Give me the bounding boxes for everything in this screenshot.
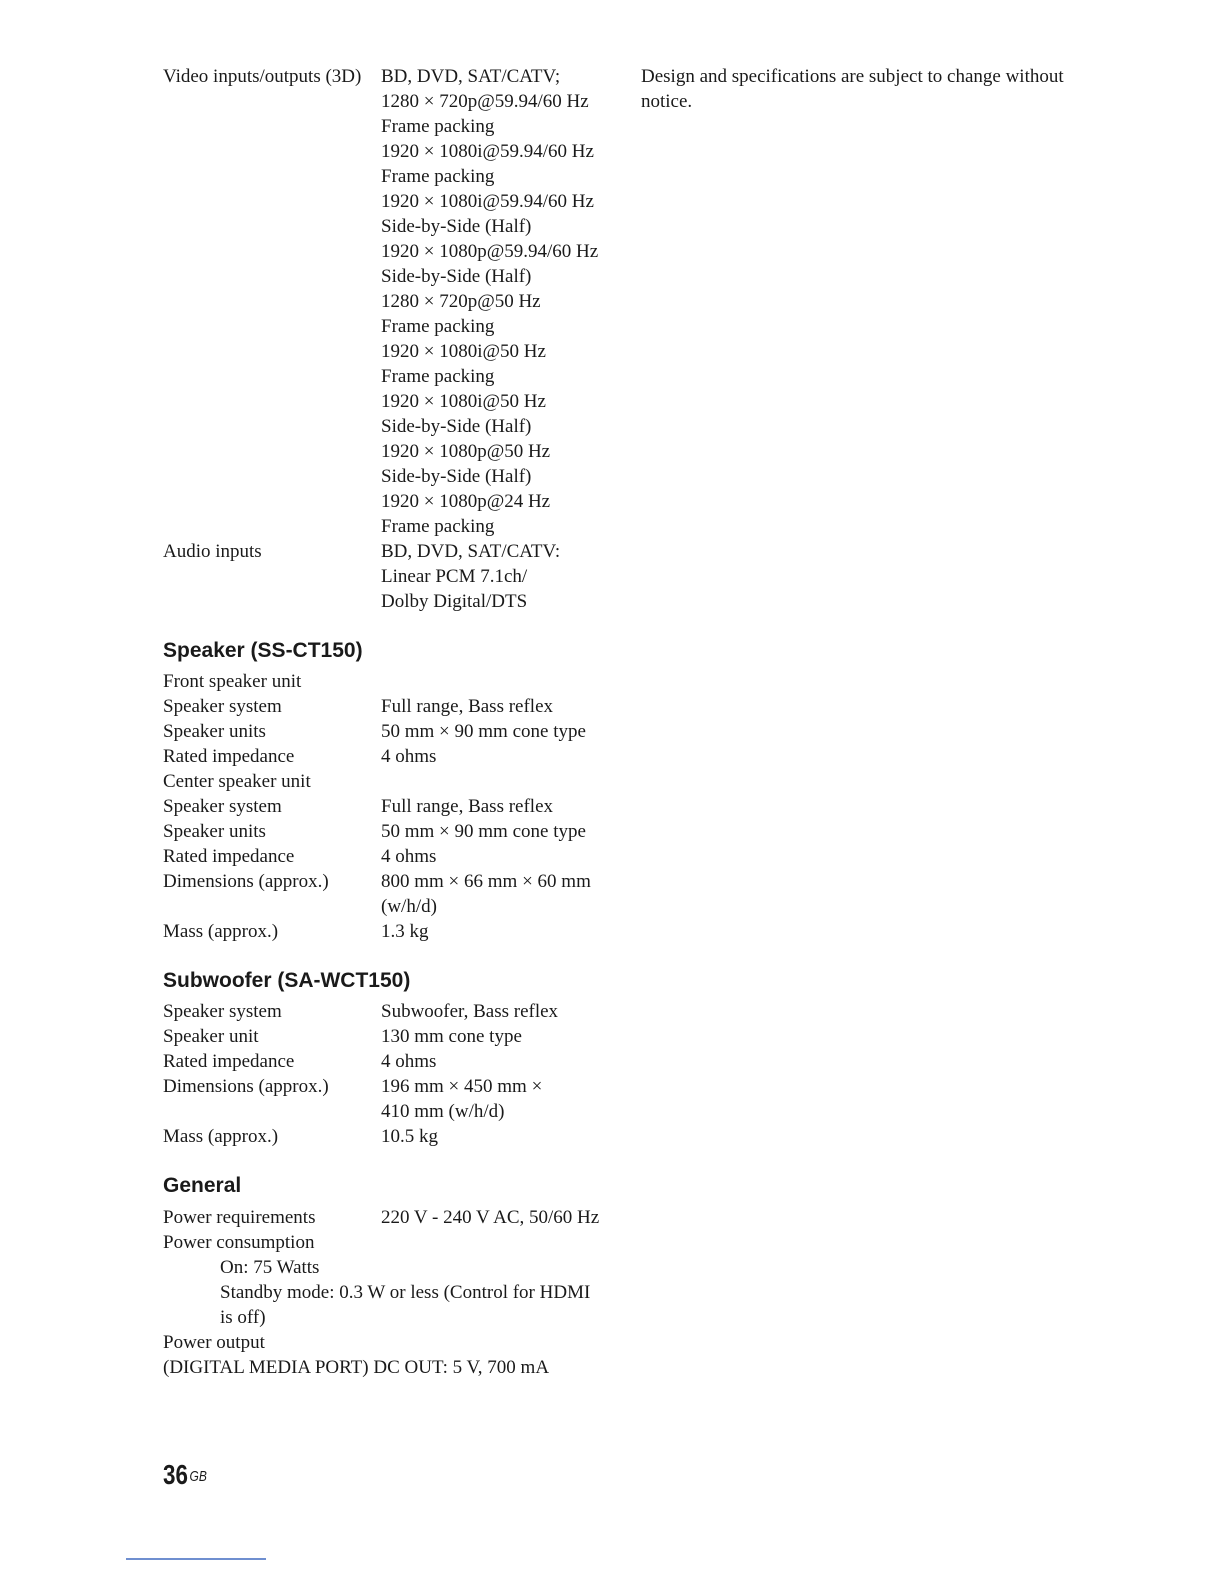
spec-value: Full range, Bass reflex bbox=[381, 696, 554, 717]
general-heading: General bbox=[163, 1174, 242, 1197]
spec-label: Rated impedance bbox=[163, 846, 295, 867]
spec-value: 220 V - 240 V AC, 50/60 Hz bbox=[381, 1207, 600, 1228]
spec-value: 800 mm × 66 mm × 60 mm bbox=[381, 871, 591, 892]
video-inputs-value: 1920 × 1080p@50 Hz bbox=[381, 441, 551, 462]
spec-label: Power consumption bbox=[163, 1232, 315, 1253]
spec-label: Speaker system bbox=[163, 696, 282, 717]
video-inputs-value: 1920 × 1080i@50 Hz bbox=[381, 391, 546, 412]
spec-value: (DIGITAL MEDIA PORT) DC OUT: 5 V, 700 mA bbox=[163, 1357, 550, 1378]
spec-label: Power requirements bbox=[163, 1207, 316, 1228]
spec-value: 130 mm cone type bbox=[381, 1026, 522, 1047]
video-inputs-value: Frame packing bbox=[381, 316, 495, 337]
video-inputs-value: 1920 × 1080i@59.94/60 Hz bbox=[381, 191, 594, 212]
spec-value: Full range, Bass reflex bbox=[381, 796, 554, 817]
spec-value: 50 mm × 90 mm cone type bbox=[381, 821, 586, 842]
video-inputs-value: Frame packing bbox=[381, 516, 495, 537]
spec-label: Speaker unit bbox=[163, 1026, 259, 1047]
spec-value: 10.5 kg bbox=[381, 1126, 438, 1147]
spec-value: (w/h/d) bbox=[381, 896, 437, 917]
video-inputs-value: Frame packing bbox=[381, 116, 495, 137]
video-inputs-value: 1920 × 1080p@24 Hz bbox=[381, 491, 551, 512]
spec-value: 4 ohms bbox=[381, 746, 437, 767]
video-inputs-value: Side-by-Side (Half) bbox=[381, 416, 532, 437]
page-number bbox=[163, 1460, 207, 1490]
page-number-digits: 36 bbox=[163, 1459, 188, 1490]
spec-value: 50 mm × 90 mm cone type bbox=[381, 721, 586, 742]
spec-label: Dimensions (approx.) bbox=[163, 871, 329, 892]
video-inputs-value: Side-by-Side (Half) bbox=[381, 266, 532, 287]
video-inputs-value: Side-by-Side (Half) bbox=[381, 216, 532, 237]
bottom-rule bbox=[126, 1558, 266, 1560]
audio-inputs-value: BD, DVD, SAT/CATV: bbox=[381, 541, 561, 562]
video-inputs-value: 1920 × 1080i@59.94/60 Hz bbox=[381, 141, 594, 162]
audio-inputs-value: Dolby Digital/DTS bbox=[381, 591, 528, 612]
spec-label: Mass (approx.) bbox=[163, 921, 279, 942]
audio-inputs-label: Audio inputs bbox=[163, 541, 262, 562]
spec-value: 4 ohms bbox=[381, 846, 437, 867]
video-inputs-value: 1280 × 720p@50 Hz bbox=[381, 291, 541, 312]
spec-label: Speaker units bbox=[163, 821, 266, 842]
video-inputs-value: Frame packing bbox=[381, 366, 495, 387]
spec-value: 196 mm × 450 mm × bbox=[381, 1076, 543, 1097]
speaker-heading: Speaker (SS-CT150) bbox=[163, 639, 363, 662]
spec-label: Speaker system bbox=[163, 796, 282, 817]
video-inputs-value: BD, DVD, SAT/CATV; bbox=[381, 66, 561, 87]
spec-label: Rated impedance bbox=[163, 1051, 295, 1072]
spec-label: Speaker system bbox=[163, 1001, 282, 1022]
front-speaker-unit-label: Front speaker unit bbox=[163, 671, 302, 692]
spec-value: Standby mode: 0.3 W or less (Control for HDMI bbox=[220, 1282, 591, 1303]
video-inputs-value: 1920 × 1080i@50 Hz bbox=[381, 341, 546, 362]
video-inputs-label: Video inputs/outputs (3D) bbox=[163, 66, 362, 87]
spec-label: Mass (approx.) bbox=[163, 1126, 279, 1147]
spec-value: Subwoofer, Bass reflex bbox=[381, 1001, 559, 1022]
page-number-suffix: GB bbox=[189, 1468, 207, 1485]
spec-value: 1.3 kg bbox=[381, 921, 429, 942]
spec-value: On: 75 Watts bbox=[220, 1257, 320, 1278]
spec-value: 410 mm (w/h/d) bbox=[381, 1101, 505, 1122]
spec-label: Speaker units bbox=[163, 721, 266, 742]
video-inputs-value: 1920 × 1080p@59.94/60 Hz bbox=[381, 241, 599, 262]
spec-value: 4 ohms bbox=[381, 1051, 437, 1072]
spec-value: is off) bbox=[220, 1307, 266, 1328]
center-speaker-unit-label: Center speaker unit bbox=[163, 771, 311, 792]
video-inputs-value: Frame packing bbox=[381, 166, 495, 187]
subwoofer-heading: Subwoofer (SA-WCT150) bbox=[163, 969, 411, 992]
specifications-note: Design and specifications are subject to change without notice. bbox=[641, 66, 1064, 112]
video-inputs-value: 1280 × 720p@59.94/60 Hz bbox=[381, 91, 589, 112]
spec-label: Dimensions (approx.) bbox=[163, 1076, 329, 1097]
video-inputs-value: Side-by-Side (Half) bbox=[381, 466, 532, 487]
audio-inputs-value: Linear PCM 7.1ch/ bbox=[381, 566, 528, 587]
spec-label: Rated impedance bbox=[163, 746, 295, 767]
spec-label: Power output bbox=[163, 1332, 265, 1353]
